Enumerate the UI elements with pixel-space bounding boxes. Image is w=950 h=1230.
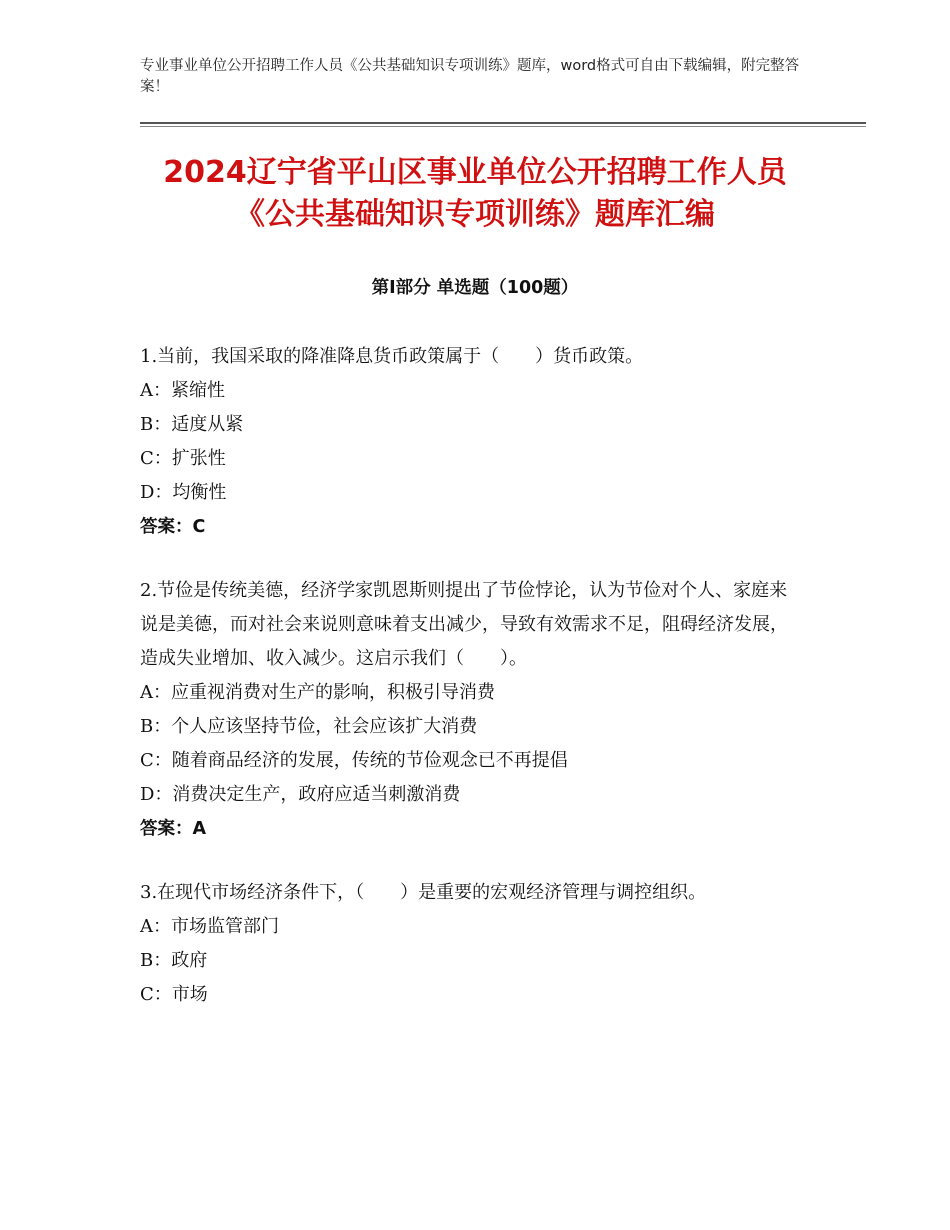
header-divider-thin xyxy=(140,126,866,127)
option-c: C：扩张性 xyxy=(140,448,226,469)
document-title: 2024辽宁省平山区事业单位公开招聘工作人员《公共基础知识专项训练》题库汇编 xyxy=(163,155,787,232)
question-text: 2.节俭是传统美德，经济学家凯恩斯则提出了节俭悖论，认为节俭对个人、家庭来说是美德，而对社会来说则意味着支出减少，导致有效需求不足，阻碍经济发展，造成失业增加、收入减少。这启示我们（ ）。 xyxy=(140,580,788,669)
question-text: 3.在现代市场经济条件下，（ ）是重要的宏观经济管理与调控组织。 xyxy=(140,882,707,903)
option-a: A：紧缩性 xyxy=(140,380,225,401)
question-2 xyxy=(140,574,800,846)
option-c: C：市场 xyxy=(140,984,208,1005)
question-text: 1.当前，我国采取的降准降息货币政策属于（ ）货币政策。 xyxy=(140,346,644,367)
option-a: A：应重视消费对生产的影响，积极引导消费 xyxy=(140,682,495,703)
question-1 xyxy=(140,340,800,544)
option-b: B：适度从紧 xyxy=(140,414,244,435)
answer: 答案：A xyxy=(140,819,207,839)
header-divider xyxy=(140,122,866,124)
option-d: D：均衡性 xyxy=(140,482,227,503)
question-list xyxy=(140,340,800,1042)
option-b: B：个人应该坚持节俭，社会应该扩大消费 xyxy=(140,716,478,737)
option-a: A：市场监管部门 xyxy=(140,916,279,937)
document-header: 专业事业单位公开招聘工作人员《公共基础知识专项训练》题库，word格式可自由下载编辑，附完整答案！ xyxy=(140,58,800,95)
option-d: D：消费决定生产，政府应适当刺激消费 xyxy=(140,784,461,805)
option-c: C：随着商品经济的发展，传统的节俭观念已不再提倡 xyxy=(140,750,568,771)
question-3 xyxy=(140,876,800,1012)
option-b: B：政府 xyxy=(140,950,208,971)
section-heading: 第Ⅰ部分 单选题（100题） xyxy=(371,278,579,298)
answer: 答案：C xyxy=(140,517,206,537)
